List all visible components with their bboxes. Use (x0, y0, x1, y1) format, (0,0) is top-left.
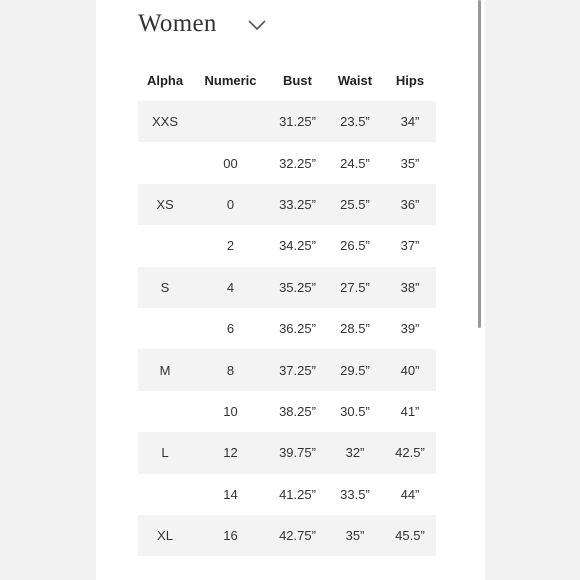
cell-hips: 40” (384, 349, 436, 390)
cell-hips: 45.5” (384, 515, 436, 556)
cell-waist: 24.5” (340, 155, 370, 171)
cell-hips: 38” (384, 267, 436, 308)
cell-alpha: S (138, 267, 192, 308)
right-margin (485, 0, 580, 580)
cell-waist: 33.5” (340, 486, 370, 502)
cell-bust: 31.25” (269, 101, 326, 142)
cell-alpha (138, 391, 192, 432)
cell-waist: 32” (326, 432, 384, 473)
cell-bust: 37.25” (269, 349, 326, 390)
cell-waist: 25.5” (326, 184, 384, 225)
table-row (138, 142, 436, 183)
size-chart-table (138, 59, 436, 556)
cell-bust: 32.25” (279, 155, 316, 171)
table-row (138, 432, 436, 473)
cell-bust: 33.25” (269, 184, 326, 225)
cell-numeric: 00 (223, 155, 238, 171)
table-row (138, 225, 436, 266)
cell-numeric: 0 (192, 184, 269, 225)
table-row (138, 184, 436, 225)
cell-alpha (138, 474, 192, 515)
cell-numeric: 4 (192, 267, 269, 308)
cell-waist: 35” (326, 515, 384, 556)
table-row (138, 267, 436, 308)
cell-bust: 42.75” (269, 515, 326, 556)
table-row (138, 474, 436, 515)
cell-numeric: 6 (226, 321, 235, 337)
cell-bust: 35.25” (269, 267, 326, 308)
cell-alpha: XXS (138, 101, 192, 142)
cell-waist: 26.5” (340, 238, 370, 254)
table-header-row (138, 59, 436, 101)
cell-numeric: 10 (223, 403, 238, 419)
cell-hips: 37” (400, 238, 420, 254)
table-row (138, 349, 436, 390)
table-row (138, 515, 436, 556)
cell-alpha (138, 142, 192, 183)
cell-bust: 36.25” (279, 321, 316, 337)
cell-bust: 39.75” (269, 432, 326, 473)
table-row (138, 391, 436, 432)
cell-bust: 38.25” (279, 403, 316, 419)
cell-waist: 30.5” (340, 403, 370, 419)
column-header-hips: Hips (395, 72, 425, 88)
cell-numeric: 2 (226, 238, 235, 254)
cell-waist: 27.5” (326, 267, 384, 308)
cell-waist: 23.5” (326, 101, 384, 142)
column-header-numeric: Numeric (204, 72, 257, 88)
cell-alpha: XS (138, 184, 192, 225)
cell-hips: 36” (384, 184, 436, 225)
cell-waist: 29.5” (326, 349, 384, 390)
cell-numeric: 12 (192, 432, 269, 473)
cell-hips: 42.5” (384, 432, 436, 473)
cell-bust: 41.25” (279, 486, 316, 502)
cell-alpha: L (138, 432, 192, 473)
cell-numeric: 16 (192, 515, 269, 556)
cell-alpha: M (138, 349, 192, 390)
table-row (138, 308, 436, 349)
cell-waist: 28.5” (340, 321, 370, 337)
cell-hips: 41” (400, 403, 420, 419)
cell-hips: 44” (400, 486, 420, 502)
column-header-waist: Waist (337, 72, 373, 88)
cell-numeric: 8 (192, 349, 269, 390)
chevron-down-icon[interactable] (247, 18, 267, 32)
cell-alpha: XL (138, 515, 192, 556)
cell-numeric: 14 (223, 486, 238, 502)
cell-bust: 34.25” (279, 238, 316, 254)
cell-alpha (138, 308, 192, 349)
women-size-dropdown[interactable] (138, 6, 267, 42)
section-title: Women (138, 10, 217, 37)
table-row (138, 101, 436, 142)
cell-numeric (192, 101, 269, 142)
cell-hips: 39” (400, 321, 420, 337)
column-header-alpha: Alpha (146, 72, 184, 88)
cell-hips: 34” (384, 101, 436, 142)
cell-alpha (138, 225, 192, 266)
scrollbar[interactable] (478, 0, 481, 328)
cell-hips: 35” (400, 155, 420, 171)
column-header-bust: Bust (283, 72, 312, 88)
left-margin (0, 0, 96, 580)
